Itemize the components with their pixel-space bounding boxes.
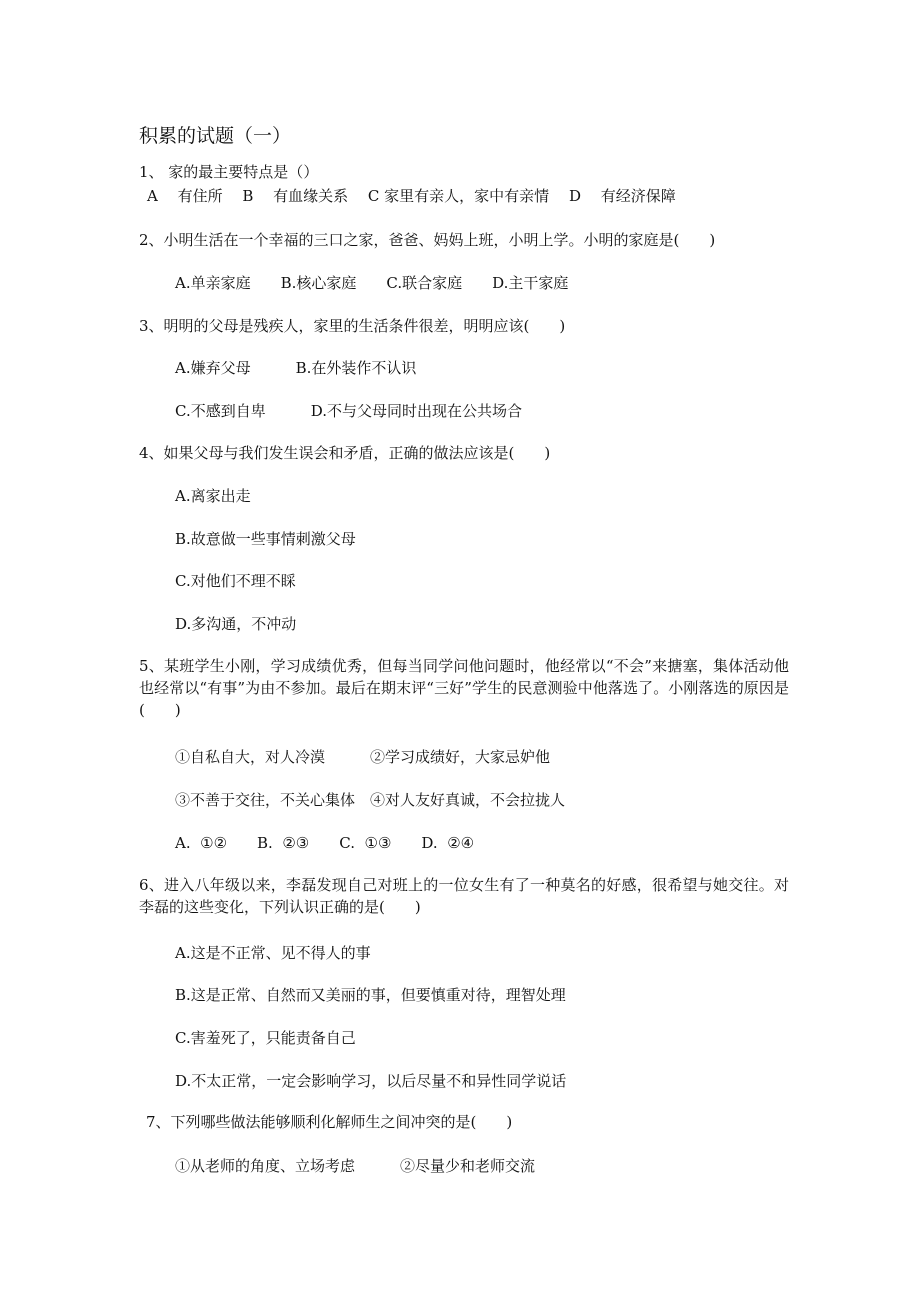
question-7-item-row-1: ①从老师的角度、立场考虑 ②尽量少和老师交流 bbox=[175, 1157, 536, 1175]
question-4-option-c: C.对他们不理不睬 bbox=[175, 572, 296, 590]
question-3-option-row-1: A.嫌弃父母 B.在外装作不认识 bbox=[175, 359, 417, 377]
question-2-stem: 2、小明生活在一个幸福的三口之家，爸爸、妈妈上班，小明上学。小明的家庭是( ) bbox=[139, 231, 716, 249]
question-2-options: A.单亲家庭 B.核心家庭 C.联合家庭 D.主干家庭 bbox=[175, 274, 569, 292]
question-4-option-d: D.多沟通，不冲动 bbox=[175, 615, 297, 633]
question-4-option-b: B.故意做一些事情刺激父母 bbox=[175, 530, 356, 548]
question-5-item-row-2: ③不善于交往，不关心集体 ④对人友好真诚，不会拉拢人 bbox=[175, 791, 566, 809]
question-5-stem: 5、某班学生小刚，学习成绩优秀，但每当同学问他问题时，他经常以“不会”来搪塞，集体活动他也经常以“有事”为由不参加。最后在期末评“三好”学生的民意测验中他落选了。小刚落选的原因是( ) bbox=[139, 657, 789, 719]
question-6-option-c: C.害羞死了，只能责备自己 bbox=[175, 1029, 356, 1047]
question-5-item-row-1: ①自私自大，对人冷漠 ②学习成绩好，大家忌妒他 bbox=[175, 748, 551, 766]
question-3-stem: 3、明明的父母是残疾人，家里的生活条件很差，明明应该( ) bbox=[139, 317, 566, 335]
question-1-options: A 有住所 B 有血缘关系 C 家里有亲人，家中有亲情 D 有经济保障 bbox=[147, 187, 676, 205]
question-1-stem: 1、 家的最主要特点是（） bbox=[139, 163, 319, 181]
question-7-stem: 7、下列哪些做法能够顺利化解师生之间冲突的是( ) bbox=[146, 1113, 513, 1131]
page-title: 积累的试题（一） bbox=[139, 125, 292, 147]
question-4-option-a: A.离家出走 bbox=[175, 487, 251, 505]
question-6-option-a: A.这是不正常、见不得人的事 bbox=[175, 944, 371, 962]
question-4-stem: 4、如果父母与我们发生误会和矛盾，正确的做法应该是( ) bbox=[139, 444, 551, 462]
question-6-stem: 6、进入八年级以来，李磊发现自己对班上的一位女生有了一种莫名的好感，很希望与她交往。对李磊的这些变化，下列认识正确的是( ) bbox=[139, 876, 789, 916]
question-6-option-b: B.这是正常、自然而又美丽的事，但要慎重对待，理智处理 bbox=[175, 986, 566, 1004]
question-6-option-d: D.不太正常，一定会影响学习，以后尽量不和异性同学说话 bbox=[175, 1072, 567, 1090]
question-3-option-row-2: C.不感到自卑 D.不与父母同时出现在公共场合 bbox=[175, 402, 522, 420]
question-5-options: A. ①② B. ②③ C. ①③ D. ②④ bbox=[175, 834, 475, 852]
